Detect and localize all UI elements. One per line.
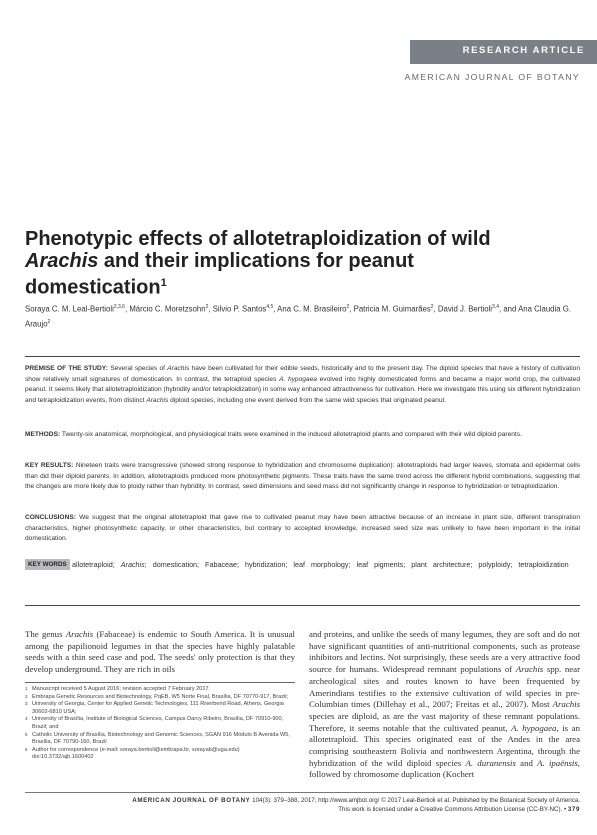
author-affiliation-mark: 2	[47, 319, 51, 326]
author-name: Márcio C. Moretzsohn	[129, 304, 206, 314]
abstract-results: KEY RESULTS: Nineteen traits were transgressive (showed strong response to hybridization and chromosome duplication): allotetraploids had larger leaves, stomata and epidermal cells than did their diploid parents. In addition, allotetraploids produced more photosynthetic pigments. These traits have the same trend across the different hybrid combinations, suggesting that the changes are more likely due to ploidy rather than hybridity. In contrast, seed dimensions and seed mass did not significantly change in response to hybridization or tetraploidization.	[25, 462, 581, 491]
author-separator: ,	[273, 304, 278, 314]
footnote	[25, 732, 295, 747]
author-affiliation-mark: 2	[430, 304, 434, 310]
abstract-methods: METHODS: Twenty-six anatomical, morphological, and physiological traits were examined in the induced allotetraploid plants and compared with their wild diploid parents.	[25, 431, 522, 438]
footnote-text: University of Georgia, Center for Applied Genetic Technologies, 111 Riverbend Road, Athens, Georgia 30602-6810 USA;	[32, 701, 284, 715]
footnote-mark: 3	[25, 701, 28, 707]
footnote-mark: 2	[25, 693, 28, 699]
abstract-premise: PREMISE OF THE STUDY: Several species of Arachis have been cultivated for their edible seeds, historically and to the present day. The diploid species that have a history of cultivation show relatively small signatures of domestication. In contrast, the tetraploid species A. hypogaea evolved into highly domesticated forms and became a major world crop, the cultivated peanut. It seems likely that allotetraploidization (hybridity and/or tetraploidization) in some way enhanced attractiveness for cultivation. Here we investigate this using six different hybridization and tetraploidization events, from distinct Arachis diploid species, including one event derived from the same wild species that originated peanut.	[25, 365, 581, 404]
author-separator: ,	[433, 304, 438, 314]
footer-journal: AMERICAN JOURNAL OF BOTANY	[132, 797, 251, 804]
author-affiliation-mark: 4,5	[266, 304, 274, 310]
footer-license: This work is licensed under a Creative Commons Attribution License (CC-BY-NC).	[338, 806, 563, 813]
footnote-text: Author for correspondence (e-mail: soraya.bertioli@embrapa.br, sorayab@uga.edu)	[32, 746, 240, 753]
author-name: Patricia M. Guimarães	[353, 304, 431, 314]
footnote-text: Embrapa Genetic Resources and Biotechnology, PqEB, W5 Norte Final, Brasília, DF 70770-917, Brazil;	[32, 693, 289, 700]
footer-rule	[25, 792, 580, 793]
footnote-text: Catholic University of Brasília, Biotechnology and Genomic Sciences, SGAN 916 Módulo B Avenida W5, Brasília, DF 70790-160, Brazil	[32, 731, 290, 746]
footnote	[25, 701, 295, 716]
footnote-text: Manuscript received 5 August 2016; revision accepted 7 February 2017.	[32, 686, 211, 692]
footnote	[25, 747, 295, 755]
author-affiliation-mark: 2	[346, 304, 350, 310]
keywords-list: allotetraploid; Arachis; domestication; Fabaceae; hybridization; leaf morphology; leaf pigments; plant architecture; polyploidy; tetraploidization	[72, 560, 569, 569]
author-affiliation-mark: 2,3,6	[113, 304, 125, 310]
author-separator: , and	[499, 304, 519, 314]
body-column-right: and proteins, and unlike the seeds of many legumes, they are soft and do not have significant quantities of anti-nutritional components, such as protease inhibitors and lectins. Not surprisingly, these seeds are a very attractive food source for humans. Widespread remnant populations of Arachis spp. near archeological sites and routes known to have been frequented by Amerindians testifies to the extensive cultivation of wild species in pre-Columbian times (Dillehay et al., 2007; Freitas et al., 2007). Most Arachis species are diploid, as are the vast majority of these remnant populations. Therefore, it seems notable that the cultivated peanut, A. hypogaea, is an allotetraploid. This species originated east of the Andes in the area comprising southeastern Bolivia and northwestern Argentina, through the hybridization of the wild diploid species A. duranensis and A. ipaënsis, followed by chromosome duplication (Kochert	[309, 629, 580, 780]
author-separator: ,	[124, 304, 130, 314]
footnotes	[25, 686, 295, 762]
footnote-text: doi:10.3732/ajb.1600402	[32, 754, 94, 761]
author-list	[25, 301, 585, 331]
journal-name: AMERICAN JOURNAL OF BOTANY	[404, 72, 580, 82]
abstract-top-rule	[25, 356, 580, 357]
footnote	[25, 716, 295, 731]
footnote-mark: 4	[25, 716, 28, 722]
article-type-banner	[410, 40, 597, 64]
page-number: 379	[567, 806, 580, 813]
footnote-mark: 5	[25, 731, 28, 737]
author-separator: ,	[208, 304, 213, 314]
title-footnote-mark: 1	[160, 277, 167, 289]
footnote-mark: 6	[25, 746, 28, 752]
author-separator: ,	[349, 304, 354, 314]
footnote-mark: 1	[25, 686, 28, 691]
author-affiliation-mark: 2	[205, 304, 209, 310]
author-affiliation-mark: 3,4	[492, 304, 499, 310]
author-name: David J. Bertioli	[437, 304, 493, 314]
article-title: Phenotypic effects of allotetraploidization of wild Arachis and their implications for peanut domestication$^1$	[25, 228, 491, 299]
author-name: Silvio P. Santos	[212, 304, 267, 314]
page-footer: AMERICAN JOURNAL OF BOTANY 104(3): 379–388, 2017; http://www.amjbot.org/ © 2017 Leal-Bertioli et al. Published by the Botanical Society of America. This work is licensed under a Creative Commons Attribution License (CC-BY-NC). • 379	[132, 797, 580, 813]
author-name: Ana Claudia G. Araujo	[25, 304, 571, 329]
footnote	[25, 694, 295, 702]
footnote	[25, 686, 295, 694]
footer-citation: 104(3): 379–388, 2017; http://www.amjbot.org/ © 2017 Leal-Bertioli et al. Published by the Botanical Society of America.	[250, 797, 580, 804]
author-name: Ana C. M. Brasileiro	[277, 304, 347, 314]
footnote	[25, 754, 295, 762]
body-column-left: The genus Arachis (Fabaceae) is endemic to South America. It is unusual among the papilionoid legumes in that the species have highly palatable seeds with a thin seed case and pod. The seeds' only protection is that they develop underground. They are rich in oils	[25, 629, 295, 675]
footnote-text: University of Brasília, Institute of Biological Sciences, Campus Darcy Ribeiro, Brasília, DF 70910-900, Brazil; and	[32, 716, 284, 730]
footnote-rule	[25, 682, 295, 683]
abstract-conclusions: CONCLUSIONS: We suggest that the original allotetraploid that gave rise to cultivated peanut may have been attractive because of an increase in plant size, different transpiration characteristics, higher photosynthetic capacity, or other characteristics, but contrary to accepted knowledge, increased seed size was unlikely to have been important in the initial domestication.	[25, 514, 580, 543]
article-type-label: RESEARCH ARTICLE	[462, 45, 585, 56]
author-name: Soraya C. M. Leal-Bertioli	[25, 304, 114, 314]
abstract-bottom-rule	[25, 605, 580, 606]
keywords-label: KEY WORDS	[25, 559, 70, 570]
